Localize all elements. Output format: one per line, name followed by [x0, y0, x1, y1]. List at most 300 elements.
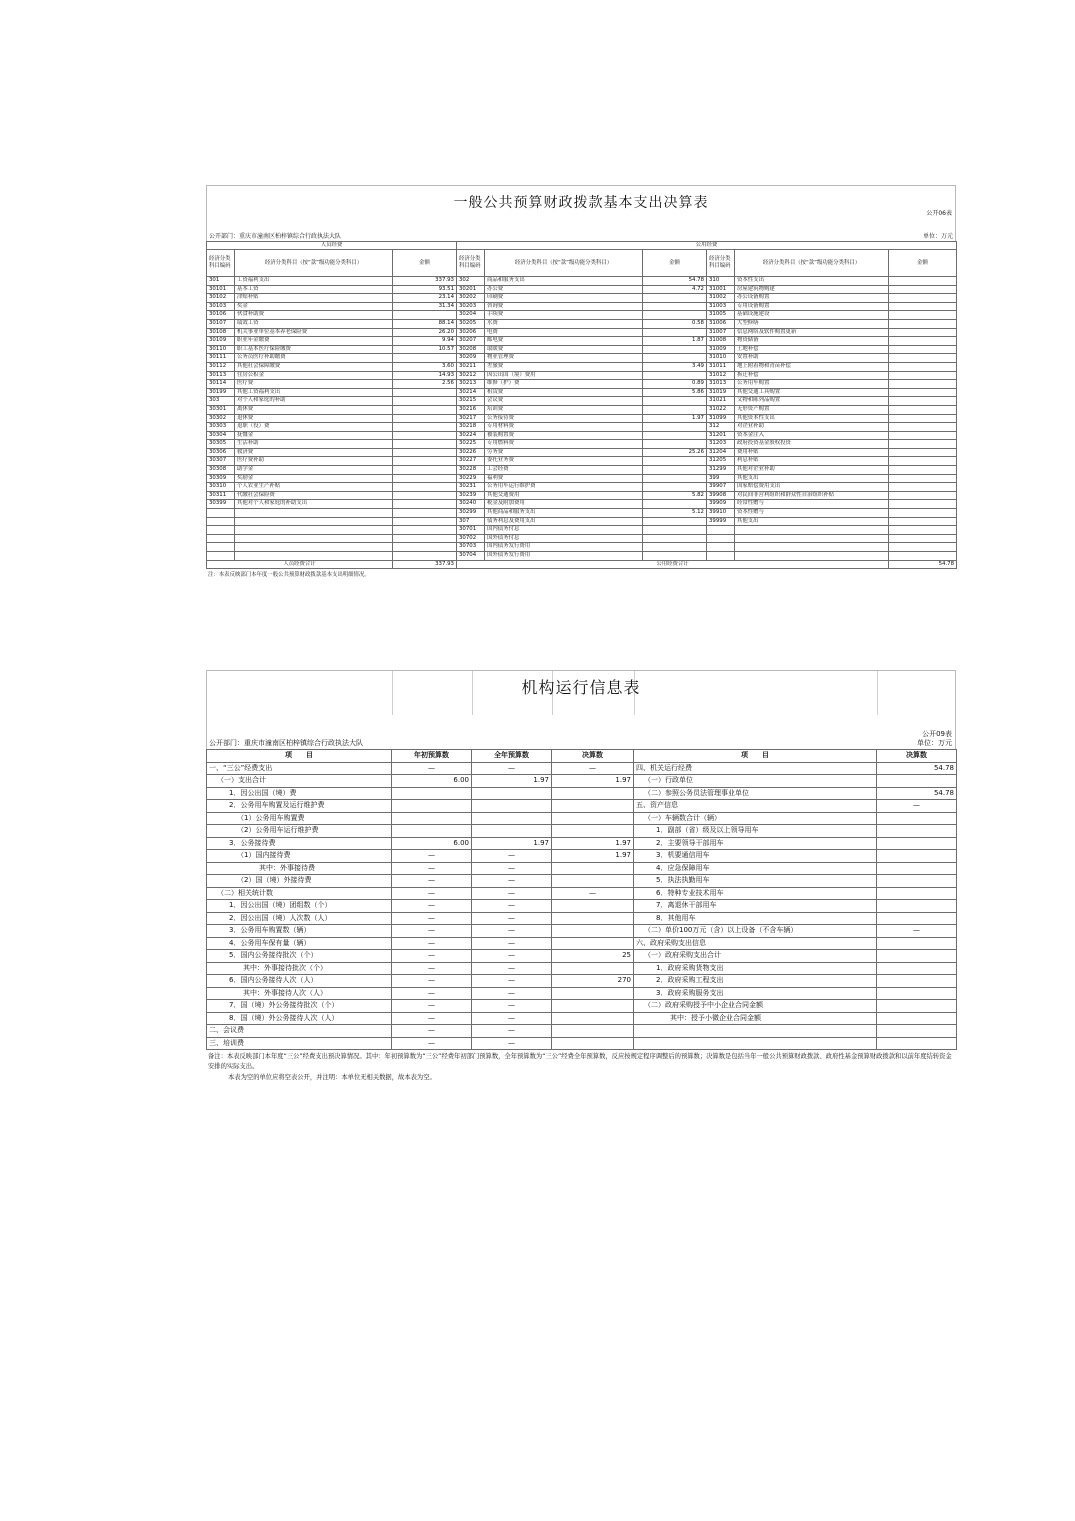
cell-item-right: 四、机关运行经费 [634, 762, 877, 775]
cell-code: 30109 [207, 337, 235, 346]
cell-final-accounts [552, 962, 634, 975]
cell-name [735, 552, 889, 561]
col-item: 项 目 [207, 750, 392, 763]
cell-amount [643, 294, 707, 303]
cell-final-accounts: — [552, 887, 634, 900]
cell-final-accounts-right [877, 862, 957, 875]
cell-name: 其他交通费用 [485, 491, 643, 500]
cell-initial-budget: — [392, 900, 472, 913]
cell-name: 安置补助 [735, 354, 889, 363]
cell-amount: 88.14 [393, 319, 457, 328]
cell-code: 30702 [457, 534, 485, 543]
cell-item-right: 1．副部（省）级及以上领导用车 [634, 825, 877, 838]
total-public-label: 公用经费合计 [457, 560, 889, 569]
cell-name: 其他对企业补助 [735, 466, 889, 475]
cell-full-year-budget: — [472, 850, 552, 863]
cell-code: 39999 [707, 517, 735, 526]
table-row [207, 975, 957, 988]
cell-amount [393, 491, 457, 500]
col-name: 经济分类科目（按“款”级功能分类科目） [735, 250, 889, 277]
cell-name: 其他社会保障缴费 [235, 362, 393, 371]
table2-spacer [206, 715, 956, 729]
cell-item: 一、“三公”经费支出 [207, 762, 392, 775]
table1-unit: 单位：万元 [922, 233, 953, 240]
cell-final-accounts [552, 987, 634, 1000]
cell-code: 30229 [457, 474, 485, 483]
cell-initial-budget: — [392, 862, 472, 875]
table-row [207, 875, 957, 888]
cell-final-accounts [552, 875, 634, 888]
cell-initial-budget: 6.00 [392, 837, 472, 850]
cell-initial-budget: — [392, 962, 472, 975]
cell-name: 地上附着物和青苗补偿 [735, 362, 889, 371]
cell-name [735, 534, 889, 543]
cell-final-accounts-right [877, 837, 957, 850]
cell-code: 30103 [207, 302, 235, 311]
cell-code: 31006 [707, 319, 735, 328]
col-amount: 金额 [889, 250, 957, 277]
cell-code: 30202 [457, 294, 485, 303]
cell-amount [889, 380, 957, 389]
cell-name: 会议费 [485, 397, 643, 406]
cell-initial-budget: — [392, 1012, 472, 1025]
cell-initial-budget [392, 800, 472, 813]
table-row [207, 354, 957, 363]
cell-final-accounts-right: — [877, 925, 957, 938]
cell-amount [393, 397, 457, 406]
cell-name: 生活补助 [235, 440, 393, 449]
cell-amount [393, 466, 457, 475]
total-personnel-label: 人员经费合计 [207, 560, 393, 569]
table-row [207, 862, 957, 875]
cell-code [207, 509, 235, 518]
col-code: 经济分类科目编码 [707, 250, 735, 277]
cell-item: 其中：外事接待费 [207, 862, 392, 875]
cell-initial-budget: 6.00 [392, 775, 472, 788]
cell-initial-budget: — [392, 1025, 472, 1038]
cell-final-accounts-right [877, 1037, 957, 1050]
cell-code: 303 [207, 397, 235, 406]
cell-item: 7．国（境）外公务接待批次（个） [207, 1000, 392, 1013]
cell-code: 30302 [207, 414, 235, 423]
cell-amount [643, 431, 707, 440]
cell-name: 其他支出 [735, 517, 889, 526]
cell-amount [643, 302, 707, 311]
cell-name: 取暖费 [485, 345, 643, 354]
cell-final-accounts [552, 900, 634, 913]
cell-amount [393, 526, 457, 535]
cell-code: 31203 [707, 440, 735, 449]
table2-note: 备注：本表反映部门本年度“三公”经费支出预决算情况。其中：年初预算数为“三公”经费年初部门预算数，全年预算数为“三公”经费全年预算数，反应按规定程序调整后的预算数；决算数是包括当年一般公共预算财政拨款、政府性基金预算财政拨款和以前年度结转资金安排的实际支出。 [208, 1053, 952, 1070]
cell-code: 31007 [707, 328, 735, 337]
cell-name: 被装购置费 [485, 431, 643, 440]
cell-name [235, 534, 393, 543]
table-row [207, 483, 957, 492]
cell-name [735, 543, 889, 552]
cell-item-right: （一）车辆数合计（辆） [634, 812, 877, 825]
table-row [207, 812, 957, 825]
cell-name: 无形资产购置 [735, 405, 889, 414]
table-row [207, 925, 957, 938]
cell-name [235, 552, 393, 561]
cell-item: 2．因公出国（境）人次数（人） [207, 912, 392, 925]
cell-code: 30704 [457, 552, 485, 561]
cell-full-year-budget: — [472, 950, 552, 963]
cell-name: 离休费 [235, 405, 393, 414]
col-code: 经济分类科目编码 [457, 250, 485, 277]
cell-code: 30228 [457, 466, 485, 475]
table-row [207, 937, 957, 950]
cell-name: 咨询费 [485, 302, 643, 311]
cell-final-accounts [552, 1012, 634, 1025]
cell-code: 30112 [207, 362, 235, 371]
cell-code: 30231 [457, 483, 485, 492]
cell-name: 委托业务费 [485, 457, 643, 466]
basic-expenditure-sheet [206, 185, 956, 579]
table-row [207, 285, 957, 294]
cell-amount [889, 509, 957, 518]
cell-code: 30226 [457, 448, 485, 457]
cell-name: 个人农业生产补贴 [235, 483, 393, 492]
cell-code: 30305 [207, 440, 235, 449]
table-row [207, 800, 957, 813]
cell-code: 30199 [207, 388, 235, 397]
cell-name: 国内债务付息 [485, 526, 643, 535]
cell-code: 31299 [707, 466, 735, 475]
cell-final-accounts-right [877, 950, 957, 963]
cell-code: 30399 [207, 500, 235, 509]
cell-name: 公务用车购置 [735, 380, 889, 389]
table1-dept: 公开部门：重庆市潼南区柏梓镇综合行政执法大队 [209, 233, 342, 240]
cell-name: 电费 [485, 328, 643, 337]
cell-amount: 5.86 [643, 388, 707, 397]
cell-amount [643, 354, 707, 363]
cell-full-year-budget: — [472, 962, 552, 975]
cell-code: 30224 [457, 431, 485, 440]
cell-name: 政府投资基金股权投资 [735, 440, 889, 449]
table2-note-empty: 本表为空的单位应将空表公开，并注明：本单位无相关数据，故本表为空。 [228, 1074, 436, 1081]
cell-amount [393, 354, 457, 363]
cell-code: 30203 [457, 302, 485, 311]
cell-code: 30114 [207, 380, 235, 389]
table1-header [206, 185, 956, 232]
cell-full-year-budget [472, 825, 552, 838]
cell-code: 39908 [707, 491, 735, 500]
cell-amount: 0.58 [643, 319, 707, 328]
cell-name: 其他交通工具购置 [735, 388, 889, 397]
cell-amount: 9.94 [393, 337, 457, 346]
cell-item-right: 5．执法执勤用车 [634, 875, 877, 888]
total-personnel-value: 337.93 [393, 560, 457, 569]
cell-code [207, 552, 235, 561]
cell-name: 房屋建筑物购建 [735, 285, 889, 294]
cell-item: 其中：外事接待人次（人） [207, 987, 392, 1000]
cell-item-right: 3．机要通信用车 [634, 850, 877, 863]
cell-final-accounts [552, 825, 634, 838]
cell-item-right [634, 1037, 877, 1050]
cell-full-year-budget: — [472, 875, 552, 888]
cell-amount: 93.51 [393, 285, 457, 294]
cell-final-accounts-right [877, 887, 957, 900]
cell-code: 31022 [707, 405, 735, 414]
cell-amount [889, 534, 957, 543]
cell-code: 30201 [457, 285, 485, 294]
table-row [207, 474, 957, 483]
cell-name: 退职（役）费 [235, 423, 393, 432]
table-row [207, 552, 957, 561]
cell-amount: 26.20 [393, 328, 457, 337]
table-row [207, 440, 957, 449]
cell-amount [643, 371, 707, 380]
cell-initial-budget: — [392, 1037, 472, 1050]
cell-code: 39907 [707, 483, 735, 492]
cell-code [207, 543, 235, 552]
cell-amount: 31.34 [393, 302, 457, 311]
table1-code: 公开06表 [926, 210, 952, 217]
cell-amount [643, 311, 707, 320]
cell-name: 办公设备购置 [735, 294, 889, 303]
cell-full-year-budget: — [472, 975, 552, 988]
cell-final-accounts-right [877, 937, 957, 950]
cell-amount: 5.82 [643, 491, 707, 500]
cell-full-year-budget: — [472, 900, 552, 913]
cell-name: 对企业补助 [735, 423, 889, 432]
cell-amount [393, 440, 457, 449]
cell-final-accounts-right [877, 825, 957, 838]
cell-amount [889, 466, 957, 475]
table-row [207, 517, 957, 526]
cell-name: 公务接待费 [485, 414, 643, 423]
cell-name [735, 526, 889, 535]
cell-amount: 4.72 [643, 285, 707, 294]
table-row [207, 837, 957, 850]
cell-amount: 1.87 [643, 337, 707, 346]
cell-final-accounts [552, 1025, 634, 1038]
cell-amount [393, 509, 457, 518]
cell-amount [393, 311, 457, 320]
cell-final-accounts: 270 [552, 975, 634, 988]
cell-code: 30212 [457, 371, 485, 380]
cell-item-right: 六、政府采购支出信息 [634, 937, 877, 950]
cell-code: 30303 [207, 423, 235, 432]
cell-name: 税金及附加费用 [485, 500, 643, 509]
cell-amount [889, 423, 957, 432]
cell-amount [889, 448, 957, 457]
cell-name: 物业管理费 [485, 354, 643, 363]
col-amount: 金额 [393, 250, 457, 277]
cell-initial-budget: — [392, 937, 472, 950]
cell-code: 30307 [207, 457, 235, 466]
table1-column-header-row [207, 250, 957, 277]
cell-amount [393, 517, 457, 526]
cell-code: 307 [457, 517, 485, 526]
cell-amount [889, 337, 957, 346]
cell-code: 30310 [207, 483, 235, 492]
cell-initial-budget [392, 787, 472, 800]
cell-amount [889, 552, 957, 561]
cell-code: 30108 [207, 328, 235, 337]
table-row [207, 1037, 957, 1050]
cell-amount [643, 440, 707, 449]
table-row [207, 277, 957, 286]
cell-code: 30110 [207, 345, 235, 354]
table-row [207, 526, 957, 535]
cell-full-year-budget [472, 787, 552, 800]
cell-amount [643, 345, 707, 354]
cell-full-year-budget: — [472, 1025, 552, 1038]
cell-amount [393, 414, 457, 423]
cell-amount [889, 526, 957, 535]
cell-name: 医疗费补助 [235, 457, 393, 466]
cell-code: 30205 [457, 319, 485, 328]
cell-item-right: 4．应急保障用车 [634, 862, 877, 875]
cell-final-accounts [552, 1000, 634, 1013]
cell-final-accounts-right [877, 1012, 957, 1025]
cell-amount [889, 328, 957, 337]
cell-code: 30225 [457, 440, 485, 449]
cell-amount [643, 534, 707, 543]
cell-final-accounts-right [877, 1000, 957, 1013]
cell-code: 30215 [457, 397, 485, 406]
table2-title: 机构运行信息表 [521, 678, 641, 697]
table-row [207, 362, 957, 371]
cell-name: 其他资本性支出 [735, 414, 889, 423]
cell-code: 30299 [457, 509, 485, 518]
cell-code: 30227 [457, 457, 485, 466]
table-row [207, 825, 957, 838]
cell-final-accounts-right [877, 975, 957, 988]
cell-code: 31204 [707, 448, 735, 457]
cell-final-accounts: 1.97 [552, 775, 634, 788]
cell-amount: 337.93 [393, 277, 457, 286]
cell-name: 职业年金缴费 [235, 337, 393, 346]
table-row [207, 534, 957, 543]
cell-item: 3．公务用车购置数（辆） [207, 925, 392, 938]
cell-full-year-budget: — [472, 987, 552, 1000]
table-row [207, 900, 957, 913]
cell-code: 399 [707, 474, 735, 483]
cell-amount: 25.26 [643, 448, 707, 457]
total-public-value: 54.78 [889, 560, 957, 569]
cell-amount [889, 285, 957, 294]
cell-name: 办公费 [485, 285, 643, 294]
table2-meta [206, 729, 956, 749]
table1-title: 一般公共预算财政拨款基本支出决算表 [453, 195, 709, 211]
cell-full-year-budget: — [472, 862, 552, 875]
cell-name: 其他对个人和家庭的补助支出 [235, 500, 393, 509]
cell-amount [889, 294, 957, 303]
cell-final-accounts [552, 812, 634, 825]
cell-final-accounts-right [877, 987, 957, 1000]
table-row [207, 414, 957, 423]
cell-code: 31008 [707, 337, 735, 346]
cell-name: 费用补贴 [735, 448, 889, 457]
cell-name: 工会经费 [485, 466, 643, 475]
cell-item-right: （一）政府采购支出合计 [634, 950, 877, 963]
cell-amount [889, 371, 957, 380]
cell-full-year-budget: — [472, 937, 552, 950]
table-row [207, 500, 957, 509]
cell-full-year-budget: — [472, 762, 552, 775]
cell-name [235, 509, 393, 518]
cell-initial-budget: — [392, 887, 472, 900]
cell-item-right: （二）单价100万元（含）以上设备（不含车辆） [634, 925, 877, 938]
cell-item: （1）国内接待费 [207, 850, 392, 863]
cell-amount [643, 500, 707, 509]
cell-item: 1．因公出国（境）费 [207, 787, 392, 800]
table-row [207, 850, 957, 863]
cell-code: 30216 [457, 405, 485, 414]
cell-amount [889, 491, 957, 500]
cell-item: 三、培训费 [207, 1037, 392, 1050]
cell-final-accounts-right [877, 962, 957, 975]
table1-meta [206, 232, 956, 241]
cell-name: 公务用车运行维护费 [485, 483, 643, 492]
cell-name: 对个人和家庭的补助 [235, 397, 393, 406]
cell-amount [393, 534, 457, 543]
cell-amount [889, 388, 957, 397]
cell-final-accounts-right: 54.78 [877, 762, 957, 775]
cell-full-year-budget [472, 800, 552, 813]
cell-amount: 3.60 [393, 362, 457, 371]
cell-item: 1．因公出国（境）团组数（个） [207, 900, 392, 913]
table-row [207, 491, 957, 500]
cell-code: 30101 [207, 285, 235, 294]
cell-code: 31013 [707, 380, 735, 389]
table-row [207, 509, 957, 518]
cell-final-accounts: 1.97 [552, 850, 634, 863]
cell-final-accounts-right [877, 850, 957, 863]
cell-code: 30240 [457, 500, 485, 509]
cell-amount [889, 500, 957, 509]
cell-code: 31205 [707, 457, 735, 466]
cell-code: 31005 [707, 311, 735, 320]
cell-code: 30311 [207, 491, 235, 500]
cell-amount [889, 517, 957, 526]
cell-name: 国外债务发行费用 [485, 552, 643, 561]
cell-code [207, 517, 235, 526]
cell-name [235, 543, 393, 552]
cell-item-right: 其中：授予小微企业合同金额 [634, 1012, 877, 1025]
cell-amount [643, 423, 707, 432]
cell-final-accounts-right: 54.78 [877, 787, 957, 800]
cell-amount: 14.93 [393, 371, 457, 380]
table-row [207, 466, 957, 475]
cell-amount: 5.12 [643, 509, 707, 518]
cell-amount [889, 483, 957, 492]
cell-full-year-budget: 1.97 [472, 775, 552, 788]
cell-name: 福利费 [485, 474, 643, 483]
cell-name: 国家赔偿费用支出 [735, 483, 889, 492]
cell-name: 救济费 [235, 448, 393, 457]
cell-code: 30309 [207, 474, 235, 483]
cell-amount [889, 440, 957, 449]
col-full-year-budget: 全年预算数 [472, 750, 552, 763]
cell-amount [393, 431, 457, 440]
table-row [207, 962, 957, 975]
cell-name: 专用设备购置 [735, 302, 889, 311]
cell-final-accounts-right [877, 775, 957, 788]
table-row [207, 775, 957, 788]
table-row [207, 311, 957, 320]
cell-item: 8．国（境）外公务接待人次（人） [207, 1012, 392, 1025]
cell-amount: 2.56 [393, 380, 457, 389]
cell-initial-budget: — [392, 987, 472, 1000]
group-public: 公用经费 [457, 242, 957, 250]
cell-code: 31012 [707, 371, 735, 380]
col-item-right: 项 目 [634, 750, 877, 763]
cell-final-accounts-right [877, 912, 957, 925]
